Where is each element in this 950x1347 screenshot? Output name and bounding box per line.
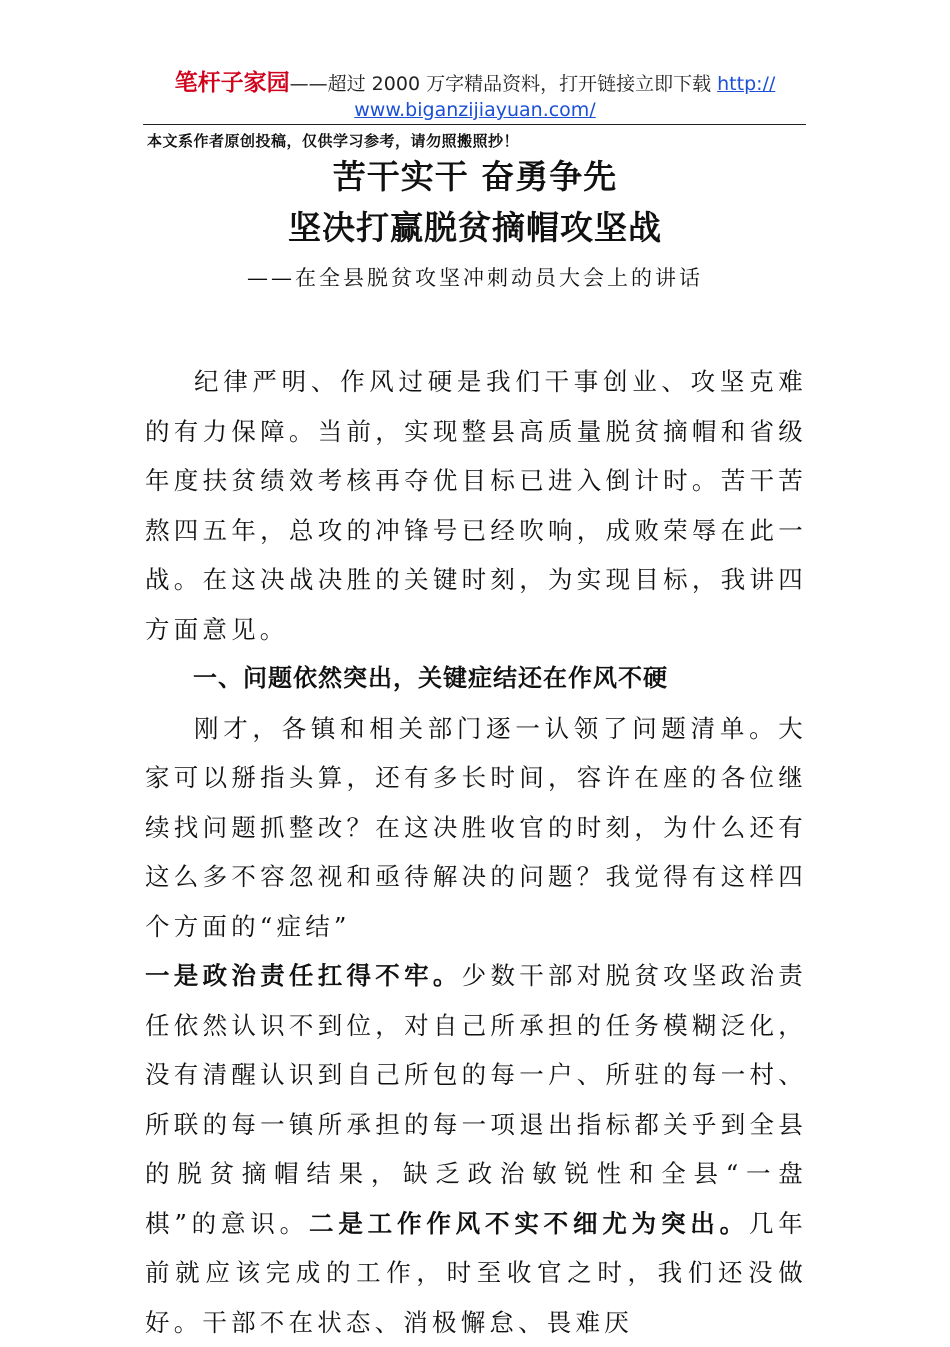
header-line-1 (0, 70, 950, 97)
brand-name: 笔杆子家园 (174, 70, 290, 96)
download-link-url[interactable]: www.biganzijiayuan.com/ (354, 99, 596, 121)
document-header (0, 70, 950, 123)
copyright-notice: 本文系作者原创投稿，仅供学习参考，请勿照搬照抄！ (147, 132, 520, 150)
paragraph-intro: 纪律严明、作风过硬是我们干事创业、攻坚克难的有力保障。当前，实现整县高质量脱贫摘帽和省级年度扶贫绩效考核再夺优目标已进入倒计时。苦干苦熬四五年，总攻的冲锋号已经吹响，成败荣辱在此一战。在这决战决胜的关键时刻，为实现目标，我讲四方面意见。 (145, 367, 807, 644)
document-body (145, 357, 807, 1347)
point-2-text: 几年前就应该完成的工作，时至收官之时，我们还没做好。干部不在状态、消极懈怠、畏难厌 (145, 1208, 807, 1337)
point-1-lead: 一是政治责任扛得不牢。 (145, 961, 462, 990)
section-heading-1: 一、问题依然突出，关键症结还在作风不硬 (193, 664, 668, 692)
point-2-lead: 二是工作作风不实不细尤为突出。 (309, 1208, 749, 1238)
paragraph-symptoms (145, 951, 807, 1347)
title-line-1: 苦干实干 奋勇争先 (332, 157, 618, 196)
subtitle: ——在全县脱贫攻坚冲刺动员大会上的讲话 (247, 266, 703, 290)
point-1-text: 少数干部对脱贫攻坚政治责任依然认识不到位，对自己所承担的任务模糊泛化，没有清醒认识到自己所包的每一户、所驻的每一村、所联的每一镇所承担的每一项退出指标都关乎到全县的脱贫摘帽结果，缺乏政治敏锐性和全县“一盘棋”的意识。 (145, 961, 808, 1238)
paragraph-problems: 刚才，各镇和相关部门逐一认领了问题清单。大家可以掰指头算，还有多长时间，容许在座的各位继续找问题抓整改？在这决胜收官的时刻，为什么还有这么多不容忽视和亟待解决的问题？我觉得有这样四个方面的“症结” (145, 713, 807, 941)
download-link[interactable]: http:// (717, 73, 776, 95)
header-divider (143, 124, 806, 125)
header-description: ——超过 2000 万字精品资料，打开链接立即下载 (289, 73, 718, 95)
title-line-2: 坚决打赢脱贫摘帽攻坚战 (288, 208, 662, 247)
header-line-2 (0, 97, 950, 123)
